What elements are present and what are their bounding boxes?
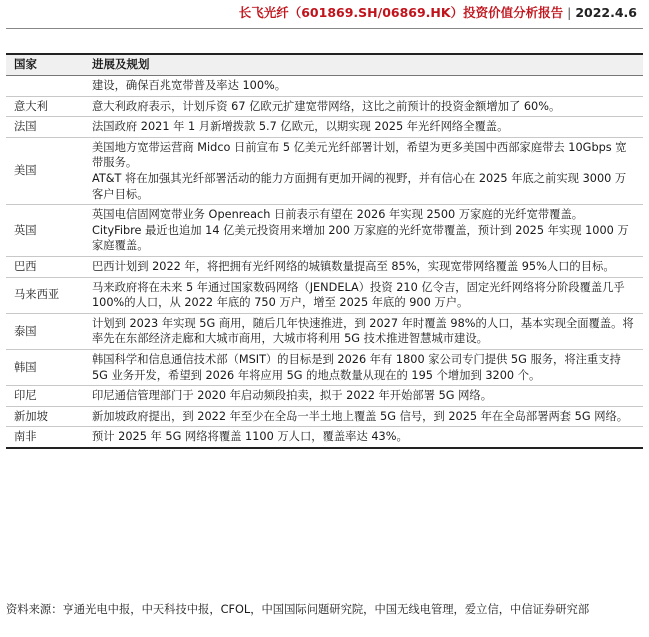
table-row — [6, 117, 643, 138]
table-row — [6, 256, 643, 277]
progress-cell — [84, 277, 643, 313]
country-cell: 法国 — [6, 117, 84, 138]
progress-cell — [84, 427, 643, 448]
table-row — [6, 427, 643, 448]
column-header-country: 国家 — [6, 54, 84, 76]
progress-text: CityFibre 最近也追加 14 亿美元投资用来增加 200 万家庭的光纤宽带覆盖，预计到 2025 年实现 1000 万家庭覆盖。 — [92, 223, 629, 253]
country-cell: 韩国 — [6, 349, 84, 385]
country-cell: 巴西 — [6, 256, 84, 277]
table-row — [6, 406, 643, 427]
progress-cell — [84, 137, 643, 204]
table-row — [6, 137, 643, 204]
progress-cell — [84, 76, 643, 97]
progress-cell — [84, 117, 643, 138]
progress-text: 印尼通信管理部门于 2020 年启动频段拍卖，拟于 2022 年开始部署 5G 网络。 — [92, 389, 493, 403]
country-cell: 新加坡 — [6, 406, 84, 427]
table-row — [6, 96, 643, 117]
country-cell: 印尼 — [6, 386, 84, 407]
country-cell: 马来西亚 — [6, 277, 84, 313]
progress-cell — [84, 96, 643, 117]
progress-text: 新加坡政府提出，到 2022 年至少在全岛一半土地上覆盖 5G 信号，到 2025 年在全岛部署两套 5G 网络。 — [92, 409, 629, 423]
progress-text: 意大利政府表示，计划斥资 67 亿欧元扩建宽带网络，这比之前预计的投资金额增加了 60%。 — [92, 99, 561, 113]
country-cell: 泰国 — [6, 313, 84, 349]
column-header-progress: 进展及规划 — [84, 54, 643, 76]
country-cell: 美国 — [6, 137, 84, 204]
progress-text: AT&T 将在加强其光纤部署活动的能力方面拥有更加开阔的视野，并有信心在 2025 年底之前实现 3000 万客户目标。 — [92, 171, 627, 201]
progress-cell — [84, 205, 643, 257]
report-date: 2022.4.6 — [575, 5, 637, 20]
progress-text: 美国地方宽带运营商 Midco 日前宣布 5 亿美元光纤部署计划，希望为更多美国中西部家庭带去 10Gbps 宽带服务。 — [92, 140, 627, 170]
table-row — [6, 349, 643, 385]
progress-text: 英国电信固网宽带业务 Openreach 日前表示有望在 2026 年实现 2500 万家庭的光纤宽带覆盖。 — [92, 208, 584, 222]
progress-cell — [84, 313, 643, 349]
table-header-row — [6, 54, 643, 76]
header-divider — [6, 28, 643, 29]
table-row — [6, 386, 643, 407]
table-row — [6, 277, 643, 313]
country-progress-table — [6, 53, 643, 449]
table-body — [6, 76, 643, 448]
table-row — [6, 205, 643, 257]
progress-cell — [84, 386, 643, 407]
country-cell — [6, 76, 84, 97]
progress-cell — [84, 349, 643, 385]
progress-text: 法国政府 2021 年 1 月新增拨款 5.7 亿欧元，以期实现 2025 年光纤网络全覆盖。 — [92, 120, 509, 134]
country-cell: 南非 — [6, 427, 84, 448]
progress-cell — [84, 406, 643, 427]
source-note: 资料来源：亨通光电中报，中天科技中报，CFOL，中国国际问题研究院，中国无线电管理，爱立信，中信证券研究部 — [6, 603, 590, 616]
country-cell: 意大利 — [6, 96, 84, 117]
table-row — [6, 313, 643, 349]
progress-text: 建设，确保百兆宽带普及率达 100%。 — [92, 79, 287, 92]
report-title: 长飞光纤（601869.SH/06869.HK）投资价值分析报告 — [238, 5, 564, 20]
header-separator: | — [567, 5, 572, 20]
progress-text: 韩国科学和信息通信技术部（MSIT）的目标是到 2026 年有 1800 家公司专门提供 5G 服务，将注重支持 5G 业务开发，希望到 2026 年将应用 5G 的地点数量从现在的 195 个增加到 3200 个。 — [92, 352, 621, 382]
progress-text: 马来政府将在未来 5 年通过国家数码网络（JENDELA）投资 210 亿令吉，固定光纤网络将分阶段覆盖几乎 100%的人口，从 2022 年底的 750 万户，增至 2025 年底的 900 万户。 — [92, 280, 625, 310]
progress-text: 预计 2025 年 5G 网络将覆盖 1100 万人口，覆盖率达 43%。 — [92, 430, 408, 444]
progress-text: 计划到 2023 年实现 5G 商用，随后几年快速推进，到 2027 年时覆盖 98%的人口，基本实现全面覆盖。将率先在东部经济走廊和大城市商用，大城市将利用 5G 技术推进智慧城市建设。 — [92, 316, 634, 346]
progress-cell — [84, 256, 643, 277]
report-header — [0, 0, 649, 26]
progress-text: 巴西计划到 2022 年，将把拥有光纤网络的城镇数量提高至 85%，实现宽带网络覆盖 95%人口的目标。 — [92, 259, 615, 273]
table-row — [6, 76, 643, 97]
country-cell: 英国 — [6, 205, 84, 257]
